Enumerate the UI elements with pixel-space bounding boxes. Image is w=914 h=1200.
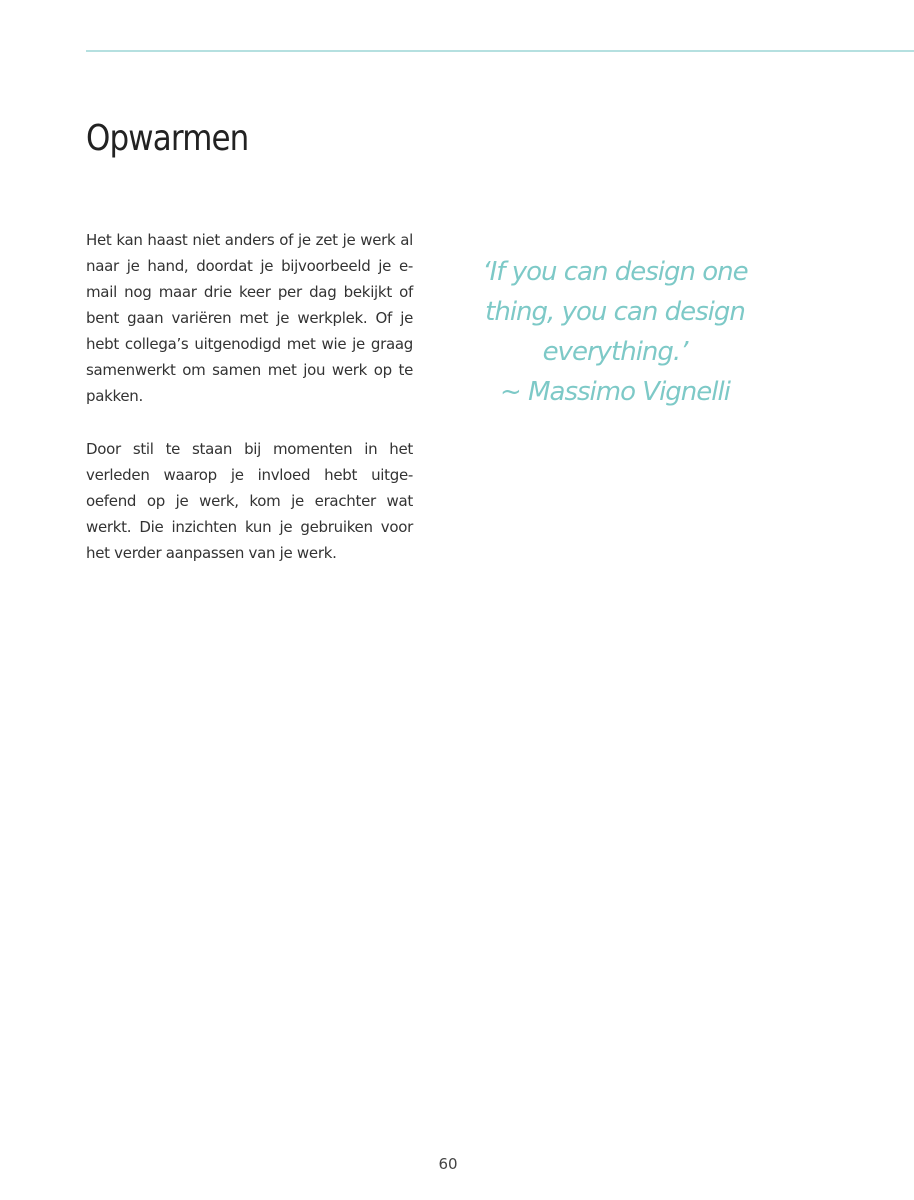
- quote-line-1: ‘If you can design one: [482, 257, 748, 287]
- page-title: Opwarmen: [86, 118, 249, 159]
- paragraph-1: Het kan haast niet anders of je zet je werk al naar je hand, doordat je bijvoorbeeld je e-mail nog maar drie keer per dag bekijkt of bent gaan variëren met je werkplek. Of je hebt collega’s uitgenodigd met wie je graag samenwerkt om samen met jou werk op te pakken.: [86, 231, 413, 405]
- body-text: [86, 227, 413, 593]
- header-rule: [86, 50, 914, 52]
- page-number: 60: [438, 1155, 458, 1173]
- quote-line-3: everything.’: [542, 337, 688, 367]
- paragraph-2: Door stil te staan bij momenten in het verleden waarop je invloed hebt uitge-oefend op je werk, kom je erachter wat werkt. Die inzichten kun je gebruiken voor het verder aanpassen van je werk.: [86, 440, 413, 562]
- quote-line-2: thing, you can design: [485, 297, 745, 327]
- pull-quote: [470, 252, 760, 412]
- quote-attribution: ~ Massimo Vignelli: [500, 377, 730, 407]
